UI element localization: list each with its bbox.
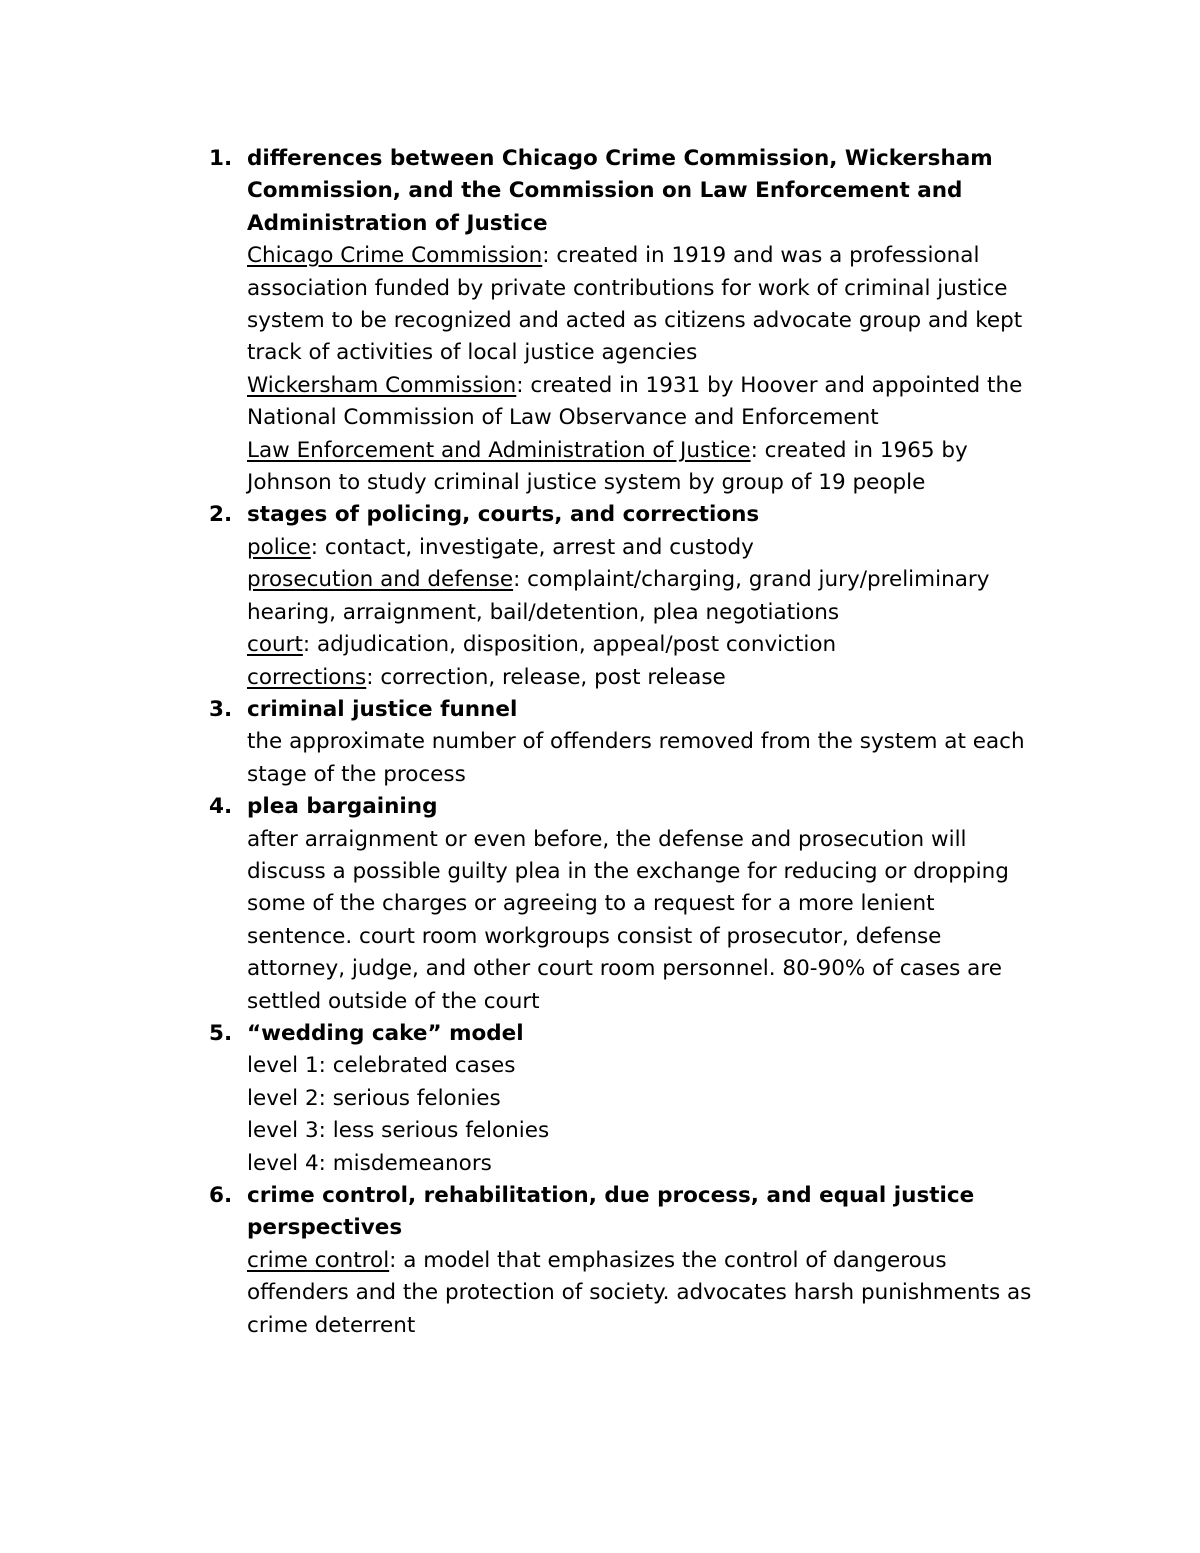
item-text: the approximate number of offenders removed from the system at each stage of the process [247,729,1025,787]
entry-text: : a model that emphasizes the control of dangerous offenders and the protection of society. advocates harsh punishments as crime deterrent [247,1247,1032,1338]
entry [247,240,1037,370]
list-item-6 [209,1180,1037,1342]
item-number: 2. [209,502,233,528]
entry-term: Wickersham Commission [247,372,517,398]
entry [247,370,1037,435]
list-item-2 [209,499,1037,693]
entry [247,662,1037,694]
item-number: 3. [209,696,233,722]
item-heading: differences between Chicago Crime Commission, Wickersham Commission, and the Commission on Law Enforcement and Administration of Justice [247,146,993,236]
list-item-4 [209,791,1037,1018]
entry-text: : adjudication, disposition, appeal/post conviction [302,632,837,658]
entry [247,629,1037,661]
level-line: level 4: misdemeanors [247,1150,492,1176]
item-number: 6. [209,1183,233,1208]
entry-text: : complaint/charging, grand jury/preliminary hearing, arraignment, bail/detention, plea negotiations [247,567,990,625]
item-heading: plea bargaining [247,794,438,820]
entry [247,435,1037,500]
level-line: level 3: less serious felonies [247,1118,550,1144]
entry-text: : created in 1965 by Johnson to study criminal justice system by group of 19 people [247,437,968,496]
entry-text: : contact, investigate, arrest and custody [310,534,754,560]
entry-term: prosecution and defense [247,567,514,593]
list-item-5 [209,1018,1037,1180]
notes-list [209,143,1037,1342]
list-item-3 [209,694,1037,791]
entry-term: police [247,534,311,560]
entry-term: Law Enforcement and Administration of Justice [247,437,751,463]
level-line: level 1: celebrated cases [247,1053,516,1079]
entry [247,1245,1037,1342]
item-number: 4. [209,794,233,820]
entry-text: : correction, release, post release [366,664,726,690]
item-heading: stages of policing, courts, and corrections [247,502,760,528]
entry [247,532,1037,564]
item-number: 1. [209,146,233,171]
level-line: level 2: serious felonies [247,1085,501,1111]
entry-text: : created in 1919 and was a professional association funded by private contributions for work of criminal justice system to be recognized and acted as citizens advocate group and kept track of activities of local justice agencies [247,243,1023,366]
item-heading: crime control, rehabilitation, due process, and equal justice perspectives [247,1183,975,1241]
entry-term: court [247,632,303,658]
item-heading: “wedding cake” model [247,1020,524,1046]
entry-term: Chicago Crime Commission [247,243,543,269]
entry [247,564,1037,629]
item-text: after arraignment or even before, the defense and prosecution will discuss a possible guilty plea in the exchange for reducing or dropping some of the charges or agreeing to a request for a more lenient sentence. court room workgroups consist of prosecutor, defense attorney, judge, and other court room personnel. 80-90% of cases are settled outside of the court [247,826,1009,1014]
entry-text: : created in 1931 by Hoover and appointed the National Commission of Law Observance and Enforcement [247,372,1023,431]
entry-term: crime control [247,1247,390,1273]
item-heading: criminal justice funnel [247,696,518,722]
list-item-1 [209,143,1037,499]
entry-term: corrections [247,664,367,690]
item-number: 5. [209,1020,233,1046]
